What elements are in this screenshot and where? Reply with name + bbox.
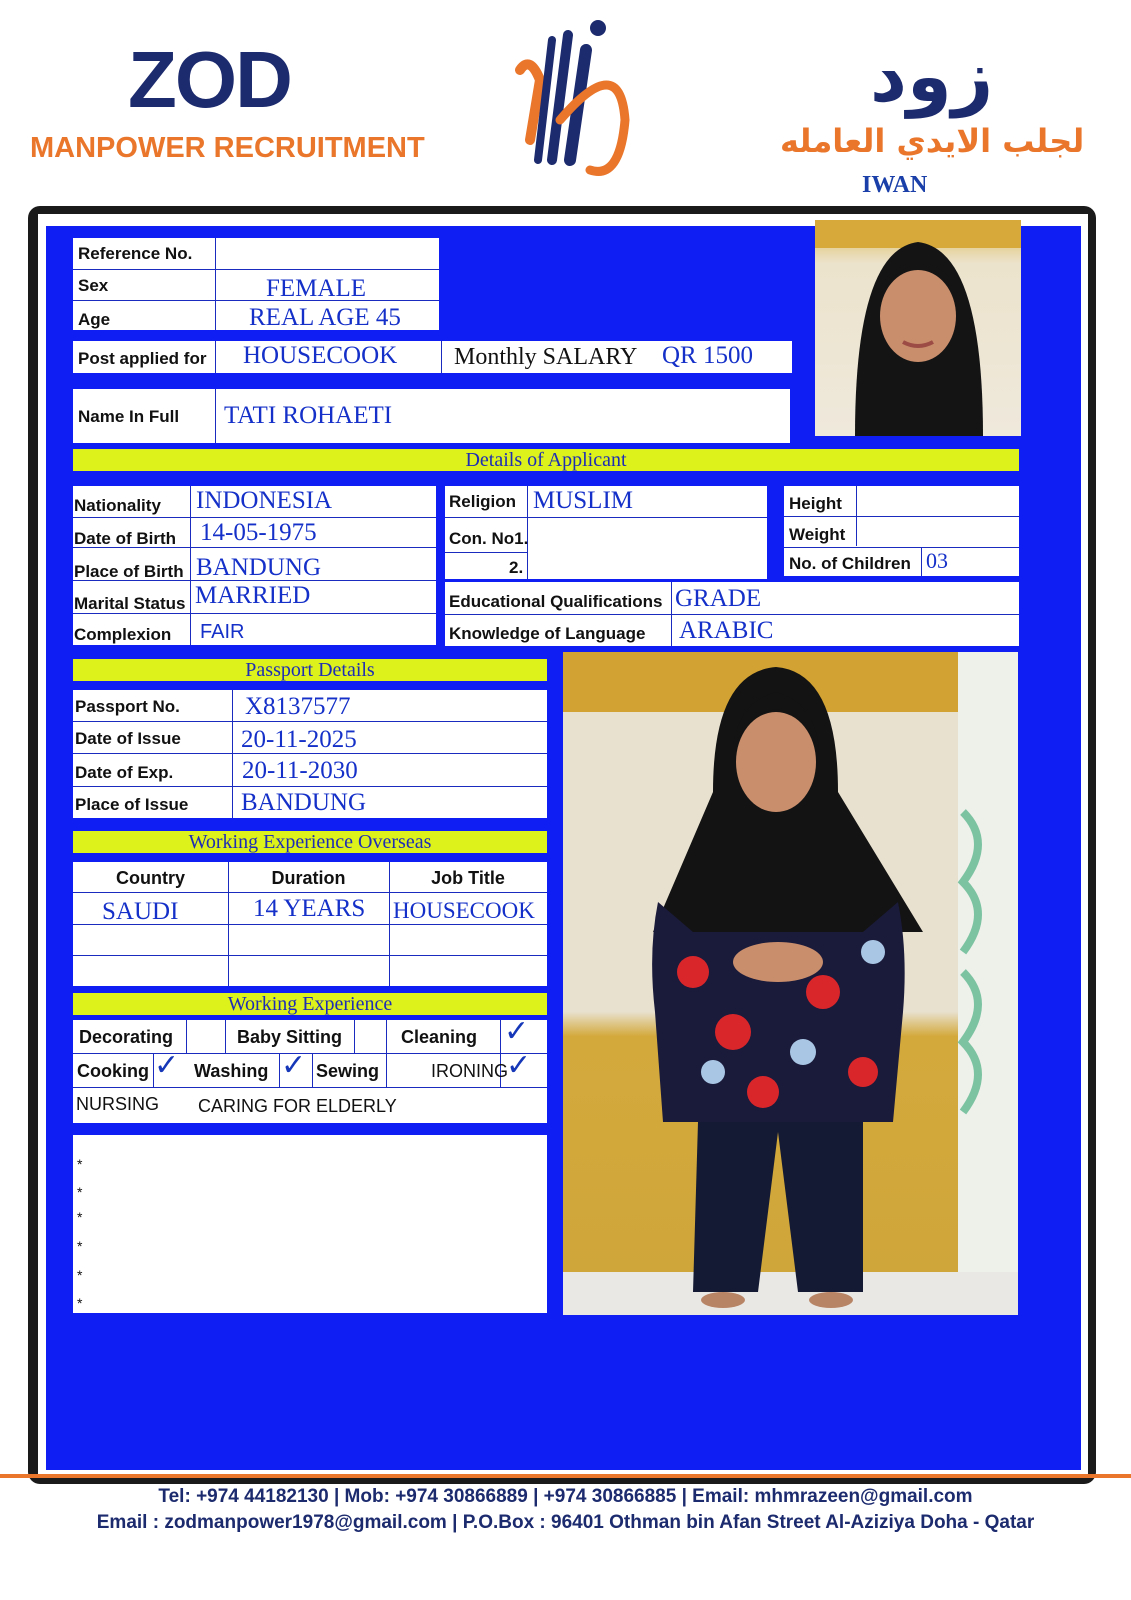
- overseas-country-value: SAUDI: [102, 898, 179, 925]
- notes-box: [73, 1135, 547, 1313]
- overseas-col-jobtitle: Job Title: [431, 868, 505, 888]
- age-label: Age: [78, 310, 111, 329]
- overseas-duration-value: 14 YEARS: [253, 895, 366, 922]
- religion-value: MUSLIM: [533, 487, 634, 514]
- skill-sewing: Sewing: [316, 1061, 380, 1081]
- post-label: Post applied for: [78, 349, 207, 368]
- overseas-jobtitle-value: HOUSECOOK: [393, 898, 535, 923]
- note-bullet: *: [77, 1156, 83, 1172]
- arabic-tagline: لجلب الايدي العامله: [780, 122, 1085, 160]
- reference-label: Reference No.: [78, 244, 193, 263]
- overseas-col-country: Country: [116, 868, 185, 888]
- skill-cooking: Cooking: [77, 1061, 149, 1081]
- nationality-value: INDONESIA: [196, 487, 333, 514]
- issue-place-value: BANDUNG: [241, 789, 366, 816]
- note-bullet: *: [77, 1209, 83, 1225]
- portrait-photo: [815, 220, 1021, 436]
- weight-label: Weight: [789, 525, 846, 544]
- name-label: Name In Full: [78, 407, 180, 426]
- marital-value: MARRIED: [195, 582, 311, 609]
- company-logo-icon: [500, 10, 640, 180]
- overseas-header: Working Experience Overseas: [73, 831, 547, 853]
- post-value: HOUSECOOK: [243, 342, 398, 369]
- passport-header: Passport Details: [73, 659, 547, 681]
- agent-name: IWAN: [862, 172, 928, 198]
- cooking-check-icon: ✓: [154, 1048, 180, 1083]
- note-bullet: *: [77, 1184, 83, 1200]
- skill-caring-elderly: CARING FOR ELDERLY: [198, 1096, 397, 1116]
- brand-logo-text: ZOD: [128, 35, 291, 124]
- skill-decorating: Decorating: [79, 1027, 174, 1047]
- contact2-label: 2.: [509, 558, 524, 577]
- overseas-col-duration: Duration: [271, 868, 346, 888]
- nationality-label: Nationality: [74, 496, 161, 515]
- skill-nursing: NURSING: [76, 1094, 160, 1114]
- name-value: TATI ROHAETI: [224, 402, 393, 429]
- skill-cleaning: Cleaning: [401, 1027, 478, 1047]
- complexion-label: Complexion: [74, 625, 172, 644]
- pob-value: BANDUNG: [196, 554, 321, 581]
- note-bullet: *: [77, 1295, 83, 1311]
- skill-baby-sitting: Baby Sitting: [237, 1027, 343, 1047]
- salary-value: QR 1500: [662, 342, 753, 369]
- children-value: 03: [926, 548, 948, 573]
- complexion-value: FAIR: [200, 621, 245, 643]
- language-value: ARABIC: [679, 617, 774, 644]
- children-label: No. of Children: [789, 554, 911, 573]
- height-label: Height: [789, 494, 842, 513]
- cleaning-check-icon: ✓: [504, 1014, 530, 1049]
- contact1-label: Con. No1.: [449, 529, 529, 548]
- footer-contact-line2: Email : zodmanpower1978@gmail.com | P.O.Box : 96401 Othman bin Afan Street Al-Aziziya Doha - Qatar: [96, 1512, 1035, 1533]
- language-label: Knowledge of Language: [449, 624, 646, 643]
- religion-label: Religion: [449, 492, 517, 511]
- arabic-brand: زود: [870, 34, 994, 118]
- passport-no-label: Passport No.: [75, 697, 180, 716]
- marital-label: Marital Status: [74, 594, 186, 613]
- sex-label: Sex: [78, 276, 109, 295]
- dob-label: Date of Birth: [74, 529, 176, 548]
- washing-check-icon: ✓: [281, 1048, 307, 1083]
- dob-value: 14-05-1975: [200, 519, 317, 546]
- age-value: REAL AGE 45: [249, 304, 401, 331]
- education-value: GRADE: [675, 585, 762, 612]
- expiry-date-value: 20-11-2030: [242, 757, 358, 784]
- footer-divider: [0, 1474, 1131, 1478]
- education-label: Educational Qualifications: [449, 592, 663, 611]
- ironing-check-icon: ✓: [506, 1048, 532, 1083]
- passport-no-value: X8137577: [245, 693, 351, 720]
- skills-header: Working Experience: [73, 993, 547, 1015]
- issue-date-value: 20-11-2025: [241, 726, 357, 753]
- name-row: [73, 389, 790, 443]
- issue-place-label: Place of Issue: [75, 795, 189, 814]
- full-body-photo: [563, 652, 1018, 1315]
- skill-ironing: IRONING: [431, 1061, 509, 1081]
- note-bullet: *: [77, 1238, 83, 1254]
- sex-value: FEMALE: [266, 275, 366, 302]
- pob-label: Place of Birth: [74, 562, 184, 581]
- salary-label: Monthly SALARY: [454, 344, 638, 370]
- issue-date-label: Date of Issue: [75, 729, 181, 748]
- expiry-date-label: Date of Exp.: [75, 763, 174, 782]
- note-bullet: *: [77, 1267, 83, 1283]
- details-header: Details of Applicant: [73, 449, 1019, 471]
- footer-contact-line1: Tel: +974 44182130 | Mob: +974 30866889 | +974 30866885 | Email: mhmrazeen@gmail.com: [158, 1486, 973, 1507]
- skill-washing: Washing: [194, 1061, 269, 1081]
- brand-tagline: MANPOWER RECRUITMENT: [30, 132, 425, 164]
